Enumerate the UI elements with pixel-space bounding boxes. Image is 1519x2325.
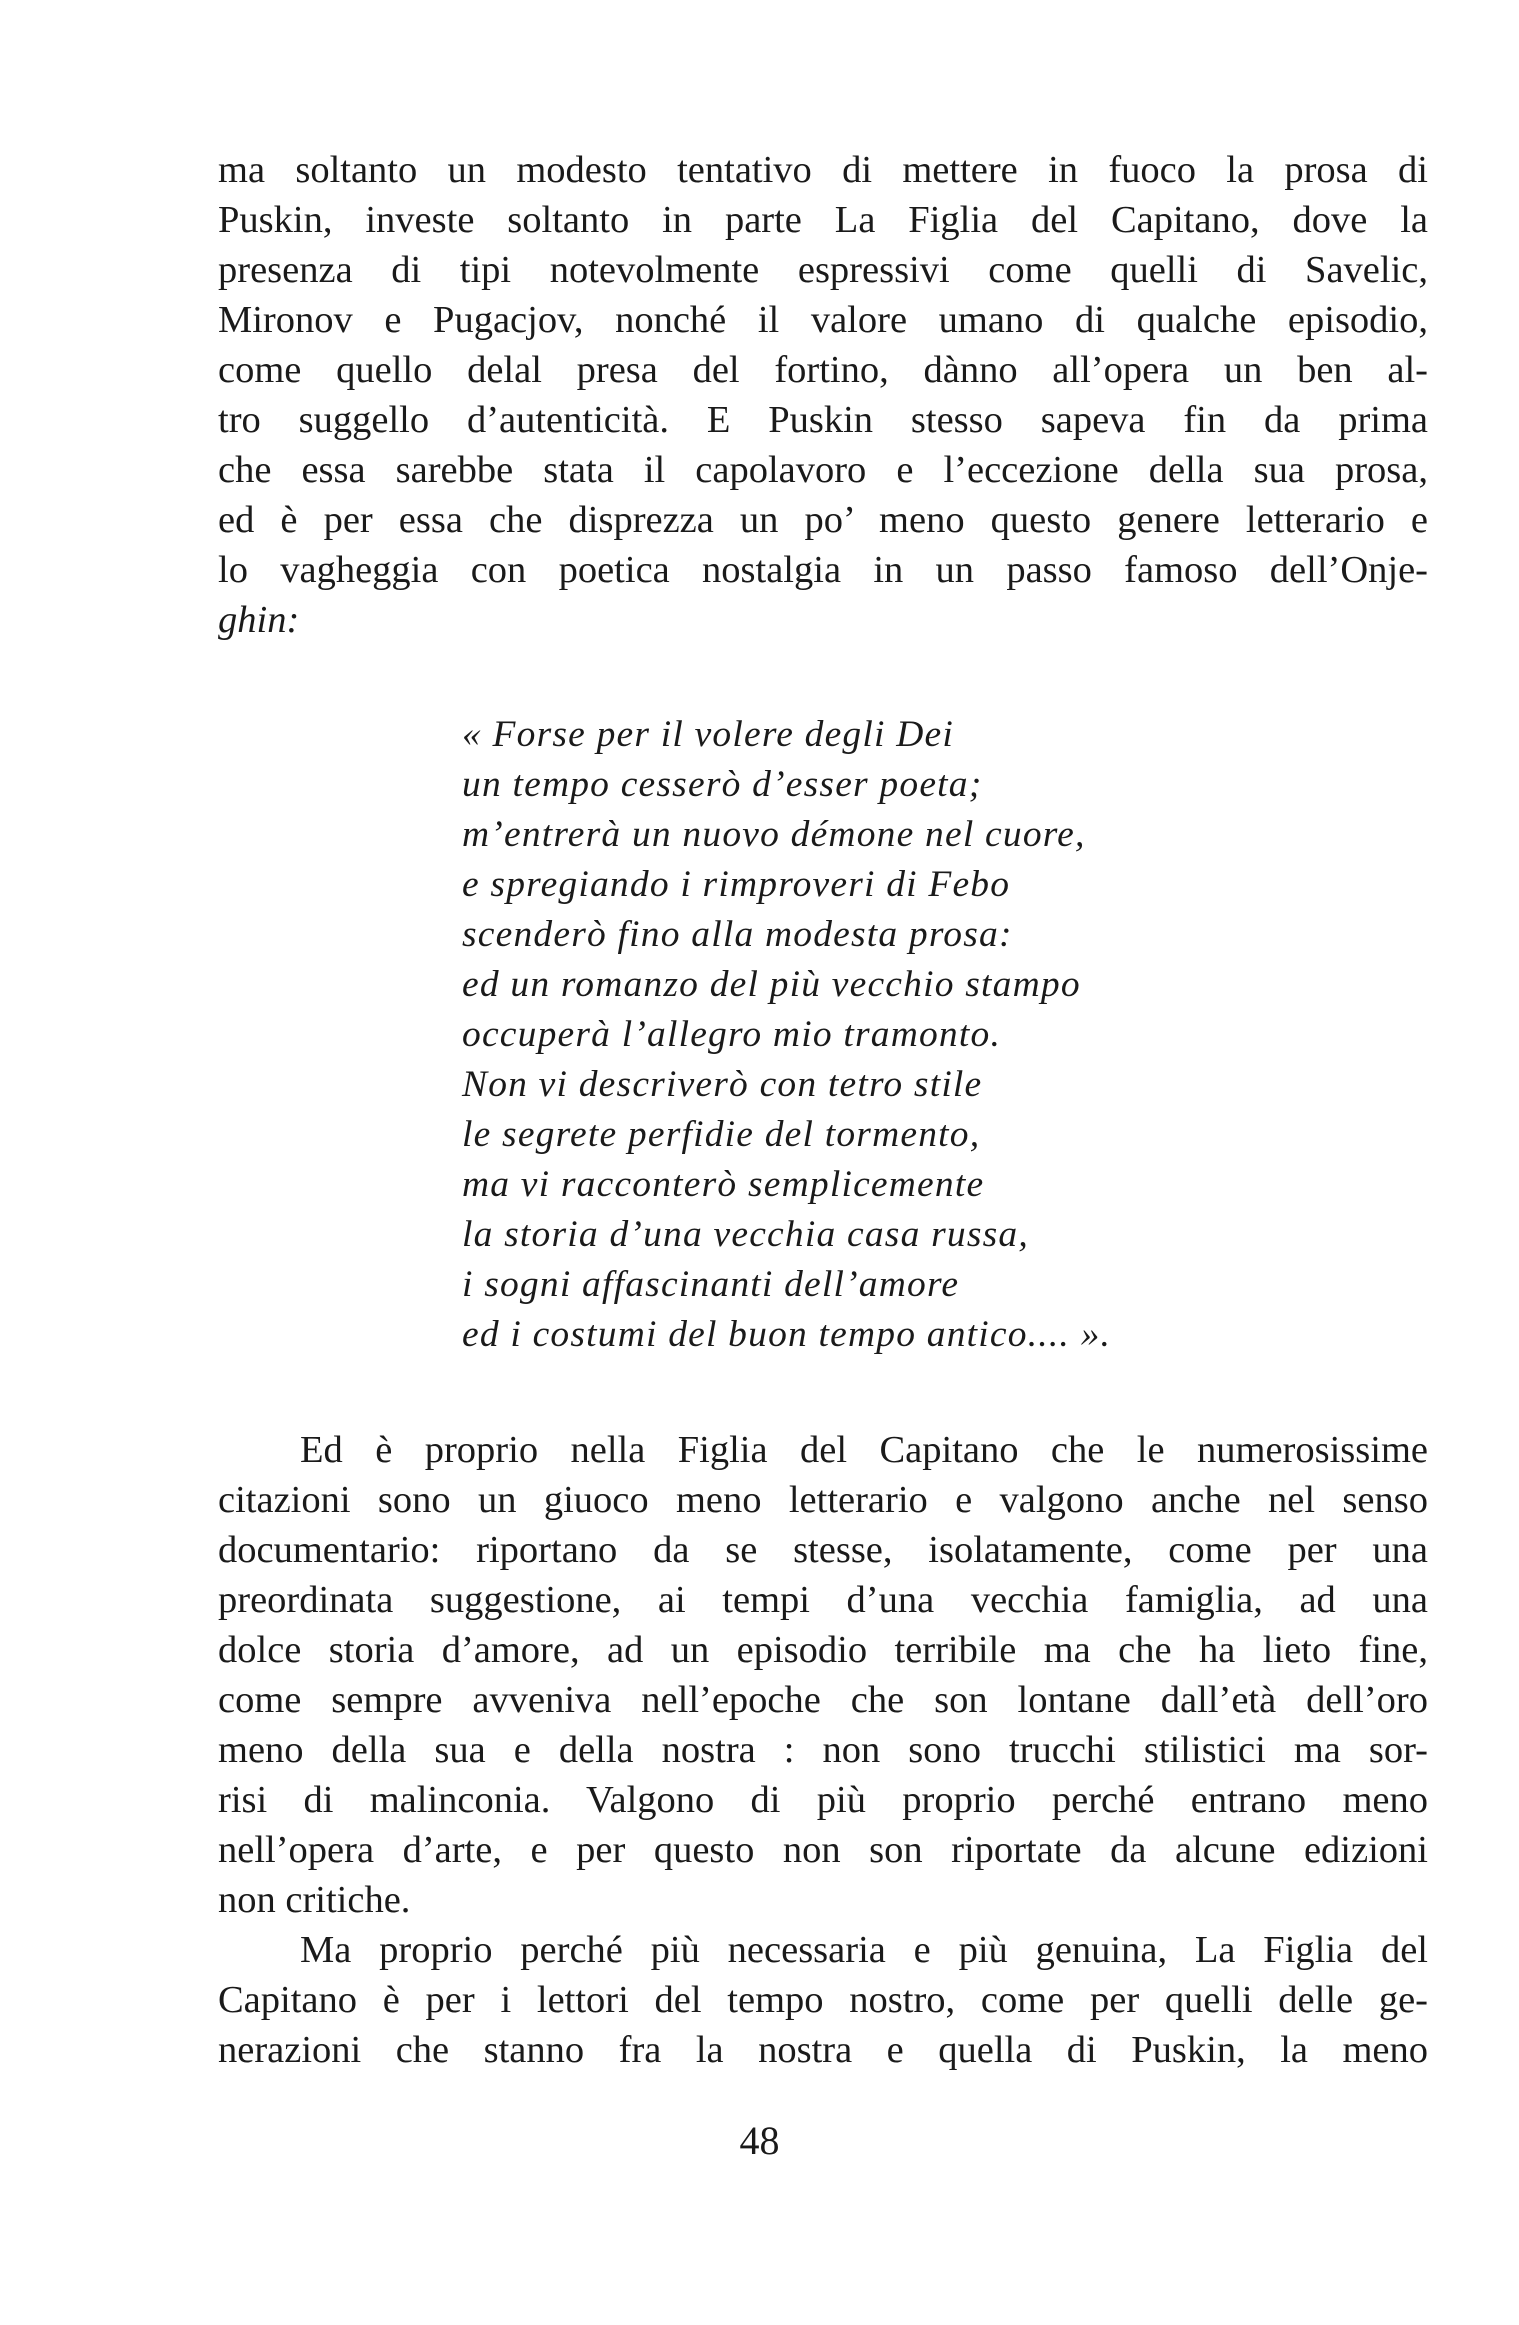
text-line: presenza di tipi notevolmente espressivi come quelli di Savelic, bbox=[218, 249, 1428, 291]
text-line: citazioni sono un giuoco meno letterario e valgono anche nel senso bbox=[218, 1479, 1428, 1521]
verse-line: m’entrerà un nuovo démone nel cuore, bbox=[462, 814, 1086, 855]
verse-line: ed un romanzo del più vecchio stampo bbox=[462, 964, 1081, 1005]
verse-line: le segrete perfidie del tormento, bbox=[462, 1114, 981, 1155]
text-line: ma soltanto un modesto tentativo di mettere in fuoco la prosa di bbox=[218, 149, 1428, 191]
verse-line: occuperà l’allegro mio tramonto. bbox=[462, 1014, 1002, 1055]
text-line: nerazioni che stanno fra la nostra e quella di Puskin, la meno bbox=[218, 2029, 1428, 2071]
text-line: che essa sarebbe stata il capolavoro e l’eccezione della sua prosa, bbox=[218, 449, 1428, 491]
verse-line: i sogni affascinanti dell’amore bbox=[462, 1264, 960, 1305]
text-line: come sempre avveniva nell’epoche che son lontane dall’età dell’oro bbox=[218, 1679, 1428, 1721]
verse-line: scenderò fino alla modesta prosa: bbox=[462, 914, 1013, 955]
page-number: 48 bbox=[739, 2118, 780, 2163]
text-line: Capitano è per i lettori del tempo nostro, come per quelli delle ge- bbox=[218, 1979, 1428, 2021]
text-line: documentario: riportano da se stesse, isolatamente, come per una bbox=[218, 1529, 1428, 1571]
text-line: ghin: bbox=[218, 599, 300, 641]
text-line: non critiche. bbox=[218, 1879, 411, 1921]
verse-line: ed i costumi del buon tempo antico.... ». bbox=[462, 1314, 1112, 1355]
verse-line: Non vi descriverò con tetro stile bbox=[462, 1064, 983, 1105]
text-line: meno della sua e della nostra : non sono trucchi stilistici ma sor- bbox=[218, 1729, 1428, 1771]
verse-line: un tempo cesserò d’esser poeta; bbox=[462, 764, 983, 805]
text-line: nell’opera d’arte, e per questo non son riportate da alcune edizioni bbox=[218, 1829, 1428, 1871]
text-line: risi di malinconia. Valgono di più proprio perché entrano meno bbox=[218, 1779, 1428, 1821]
text-line: dolce storia d’amore, ad un episodio terribile ma che ha lieto fine, bbox=[218, 1629, 1428, 1671]
verse-line: « Forse per il volere degli Dei bbox=[462, 714, 954, 755]
text-line: Ed è proprio nella Figlia del Capitano che le numerosissime bbox=[300, 1429, 1428, 1471]
text-line: ed è per essa che disprezza un po’ meno questo genere letterario e bbox=[218, 499, 1428, 541]
text-line: preordinata suggestione, ai tempi d’una vecchia famiglia, ad una bbox=[218, 1579, 1428, 1621]
text-line: Mironov e Pugacjov, nonché il valore umano di qualche episodio, bbox=[218, 299, 1428, 341]
text-line: Ma proprio perché più necessaria e più genuina, La Figlia del bbox=[300, 1929, 1428, 1971]
text-line: Puskin, investe soltanto in parte La Figlia del Capitano, dove la bbox=[218, 199, 1428, 241]
text-line: come quello delal presa del fortino, dànno all’opera un ben al- bbox=[218, 349, 1428, 391]
verse-line: la storia d’una vecchia casa russa, bbox=[462, 1214, 1029, 1255]
text-line: tro suggello d’autenticità. E Puskin stesso sapeva fin da prima bbox=[218, 399, 1428, 441]
verse-line: e spregiando i rimproveri di Febo bbox=[462, 864, 1011, 905]
verse-line: ma vi racconterò semplicemente bbox=[462, 1164, 985, 1205]
text-line: lo vagheggia con poetica nostalgia in un passo famoso dell’Onje- bbox=[218, 549, 1428, 591]
